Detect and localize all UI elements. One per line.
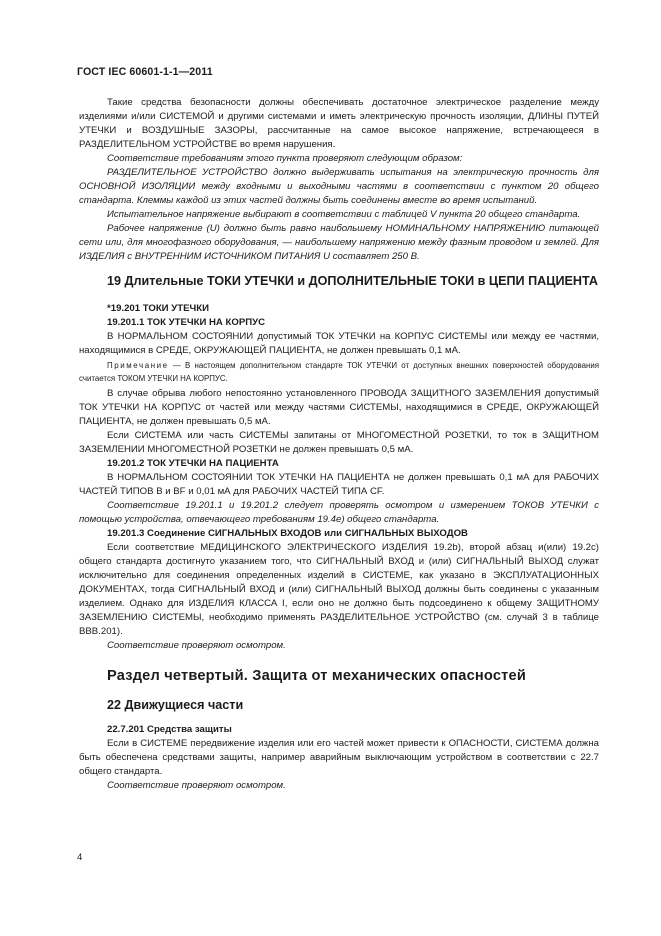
compliance-paragraph: РАЗДЕЛИТЕЛЬНОЕ УСТРОЙСТВО должно выдерживать испытания на электрическую прочность для ОСНОВНОЙ ИЗОЛЯЦИИ между входными и выходными частями в соответствии с пунктом 20 общего стандарта. Клеммы каждой из этих частей должны быть соединены вместе во время испытаний. [79,167,599,206]
document-header: ГОСТ IEC 60601-1-1—2011 [77,66,213,78]
section-heading-19: 19 Длительные ТОКИ УТЕЧКИ и ДОПОЛНИТЕЛЬНЫЕ ТОКИ в ЦЕПИ ПАЦИЕНТА [107,274,598,288]
compliance-paragraph: Соответствие проверяют осмотром. [107,780,286,791]
compliance-paragraph: Испытательное напряжение выбирают в соответствии с таблицей V пункта 20 общего стандарта. [107,209,581,220]
part-heading: Раздел четвертый. Защита от механических опасностей [107,668,527,684]
paragraph: Если соответствие МЕДИЦИНСКОГО ЭЛЕКТРИЧЕСКОГО ИЗДЕЛИЯ 19.2b), второй абзац и(или) 19.2с) общего стандарта достигнуто указанием того, что СИГНАЛЬНЫЙ ВХОД и (или) СИГНАЛЬНЫЙ ВЫХОД служат исключительно для соединения определенных изделий в СИСТЕМЕ, как указано в ЭКСПЛУАТАЦИОННЫХ ДОКУМЕНТАХ, тогда СИГНАЛЬНЫЙ ВХОД и (или) СИГНАЛЬНЫЙ ВЫХОД должны быть соединены с указанным изделием. Однако для ИЗДЕЛИЯ КЛАССА I, если оно не должно быть подсоединено к общему ЗАЩИТНОМУ ЗАЗЕМЛЕНИЮ СИСТЕМЫ, необходимо применять РАЗДЕЛИТЕЛЬНОЕ УСТРОЙСТВО (см. случай 3 в таблице ВВВ.201). [79,542,599,637]
paragraph: В НОРМАЛЬНОМ СОСТОЯНИИ ТОК УТЕЧКИ НА ПАЦИЕНТА не должен превышать 0,1 мА для РАБОЧИХ ЧАСТЕЙ ТИПОВ В и BF и 0,01 мА для РАБОЧИХ ЧАСТЕЙ ТИПА CF. [79,472,599,497]
note [79,360,599,385]
compliance-paragraph: Рабочее напряжение (U) должно быть равно наибольшему НОМИНАЛЬНОМУ НАПРЯЖЕНИЮ питающей сети или, для многофазного оборудования, — наибольшему напряжению между фазным проводом и землей. Для ИЗДЕЛИЯ с ВНУТРЕННИМ ИСТОЧНИКОМ ПИТАНИЯ U составляет 250 В. [79,223,599,262]
compliance-paragraph: Соответствие 19.201.1 и 19.201.2 следует проверять осмотром и измерением ТОКОВ УТЕЧКИ с помощью устройства, отвечающего требованиям 19.4е) общего стандарта. [79,500,599,525]
paragraph: Такие средства безопасности должны обеспечивать достаточное электрическое разделение между изделиями и/или СИСТЕМОЙ и другими системами и иметь электрическую прочность изоляции, ДЛИНЫ ПУТЕЙ УТЕЧКИ и ВОЗДУШНЫЕ ЗАЗОРЫ, рассчитанные на самое высокое напряжение, встречающееся в РАЗДЕЛИТЕЛЬНОМ УСТРОЙСТВЕ во время нарушения. [79,97,599,150]
paragraph: В случае обрыва любого непостоянно установленного ПРОВОДА ЗАЩИТНОГО ЗАЗЕМЛЕНИЯ допустимый ТОК УТЕЧКИ НА КОРПУС от частей или между частями СИСТЕМЫ, находящимися в СРЕДЕ, ОКРУЖАЮЩЕЙ ПАЦИЕНТА, не должен превышать 0,5 мА. [79,388,599,427]
page-number: 4 [77,852,83,863]
clause-heading-19-201-1: 19.201.1 ТОК УТЕЧКИ НА КОРПУС [107,317,266,328]
clause-heading-22-7-201: 22.7.201 Средства защиты [107,724,232,735]
clause-heading-19-201-3: 19.201.3 Соединение СИГНАЛЬНЫХ ВХОДОВ или СИГНАЛЬНЫХ ВЫХОДОВ [107,528,468,539]
paragraph: Если СИСТЕМА или часть СИСТЕМЫ запитаны от МНОГОМЕСТНОЙ РОЗЕТКИ, то ток в ЗАЩИТНОМ ЗАЗЕМЛЕНИИ МНОГОМЕСТНОЙ РОЗЕТКИ не должен превышать 0,5 мА. [79,430,599,455]
note-label: Примечание [107,361,169,370]
paragraph: В НОРМАЛЬНОМ СОСТОЯНИИ допустимый ТОК УТЕЧКИ на КОРПУС СИСТЕМЫ или между ее частями, находящимися в СРЕДЕ, ОКРУЖАЮЩЕЙ ПАЦИЕНТА, не должен превышать 0,1 мА. [79,331,599,356]
compliance-paragraph: Соответствие проверяют осмотром. [107,640,286,651]
clause-heading-19-201: *19.201 ТОКИ УТЕЧКИ [107,303,209,314]
note-text: — В настоящем дополнительном стандарте ТОК УТЕЧКИ от доступных внешних поверхностей оборудования считается ТОКОМ УТЕЧКИ НА КОРПУС. [79,361,599,383]
clause-heading-19-201-2: 19.201.2 ТОК УТЕЧКИ НА ПАЦИЕНТА [107,458,279,469]
paragraph: Если в СИСТЕМЕ передвижение изделия или его частей может привести к ОПАСНОСТИ, СИСТЕМА должна быть обеспечена средствами защиты, например аварийным выключающим устройством в соответствии с 22.7 общего стандарта. [79,738,599,777]
page-body [79,96,599,793]
section-heading-22: 22 Движущиеся части [107,698,244,712]
compliance-paragraph: Соответствие требованиям этого пункта проверяют следующим образом: [107,153,463,164]
